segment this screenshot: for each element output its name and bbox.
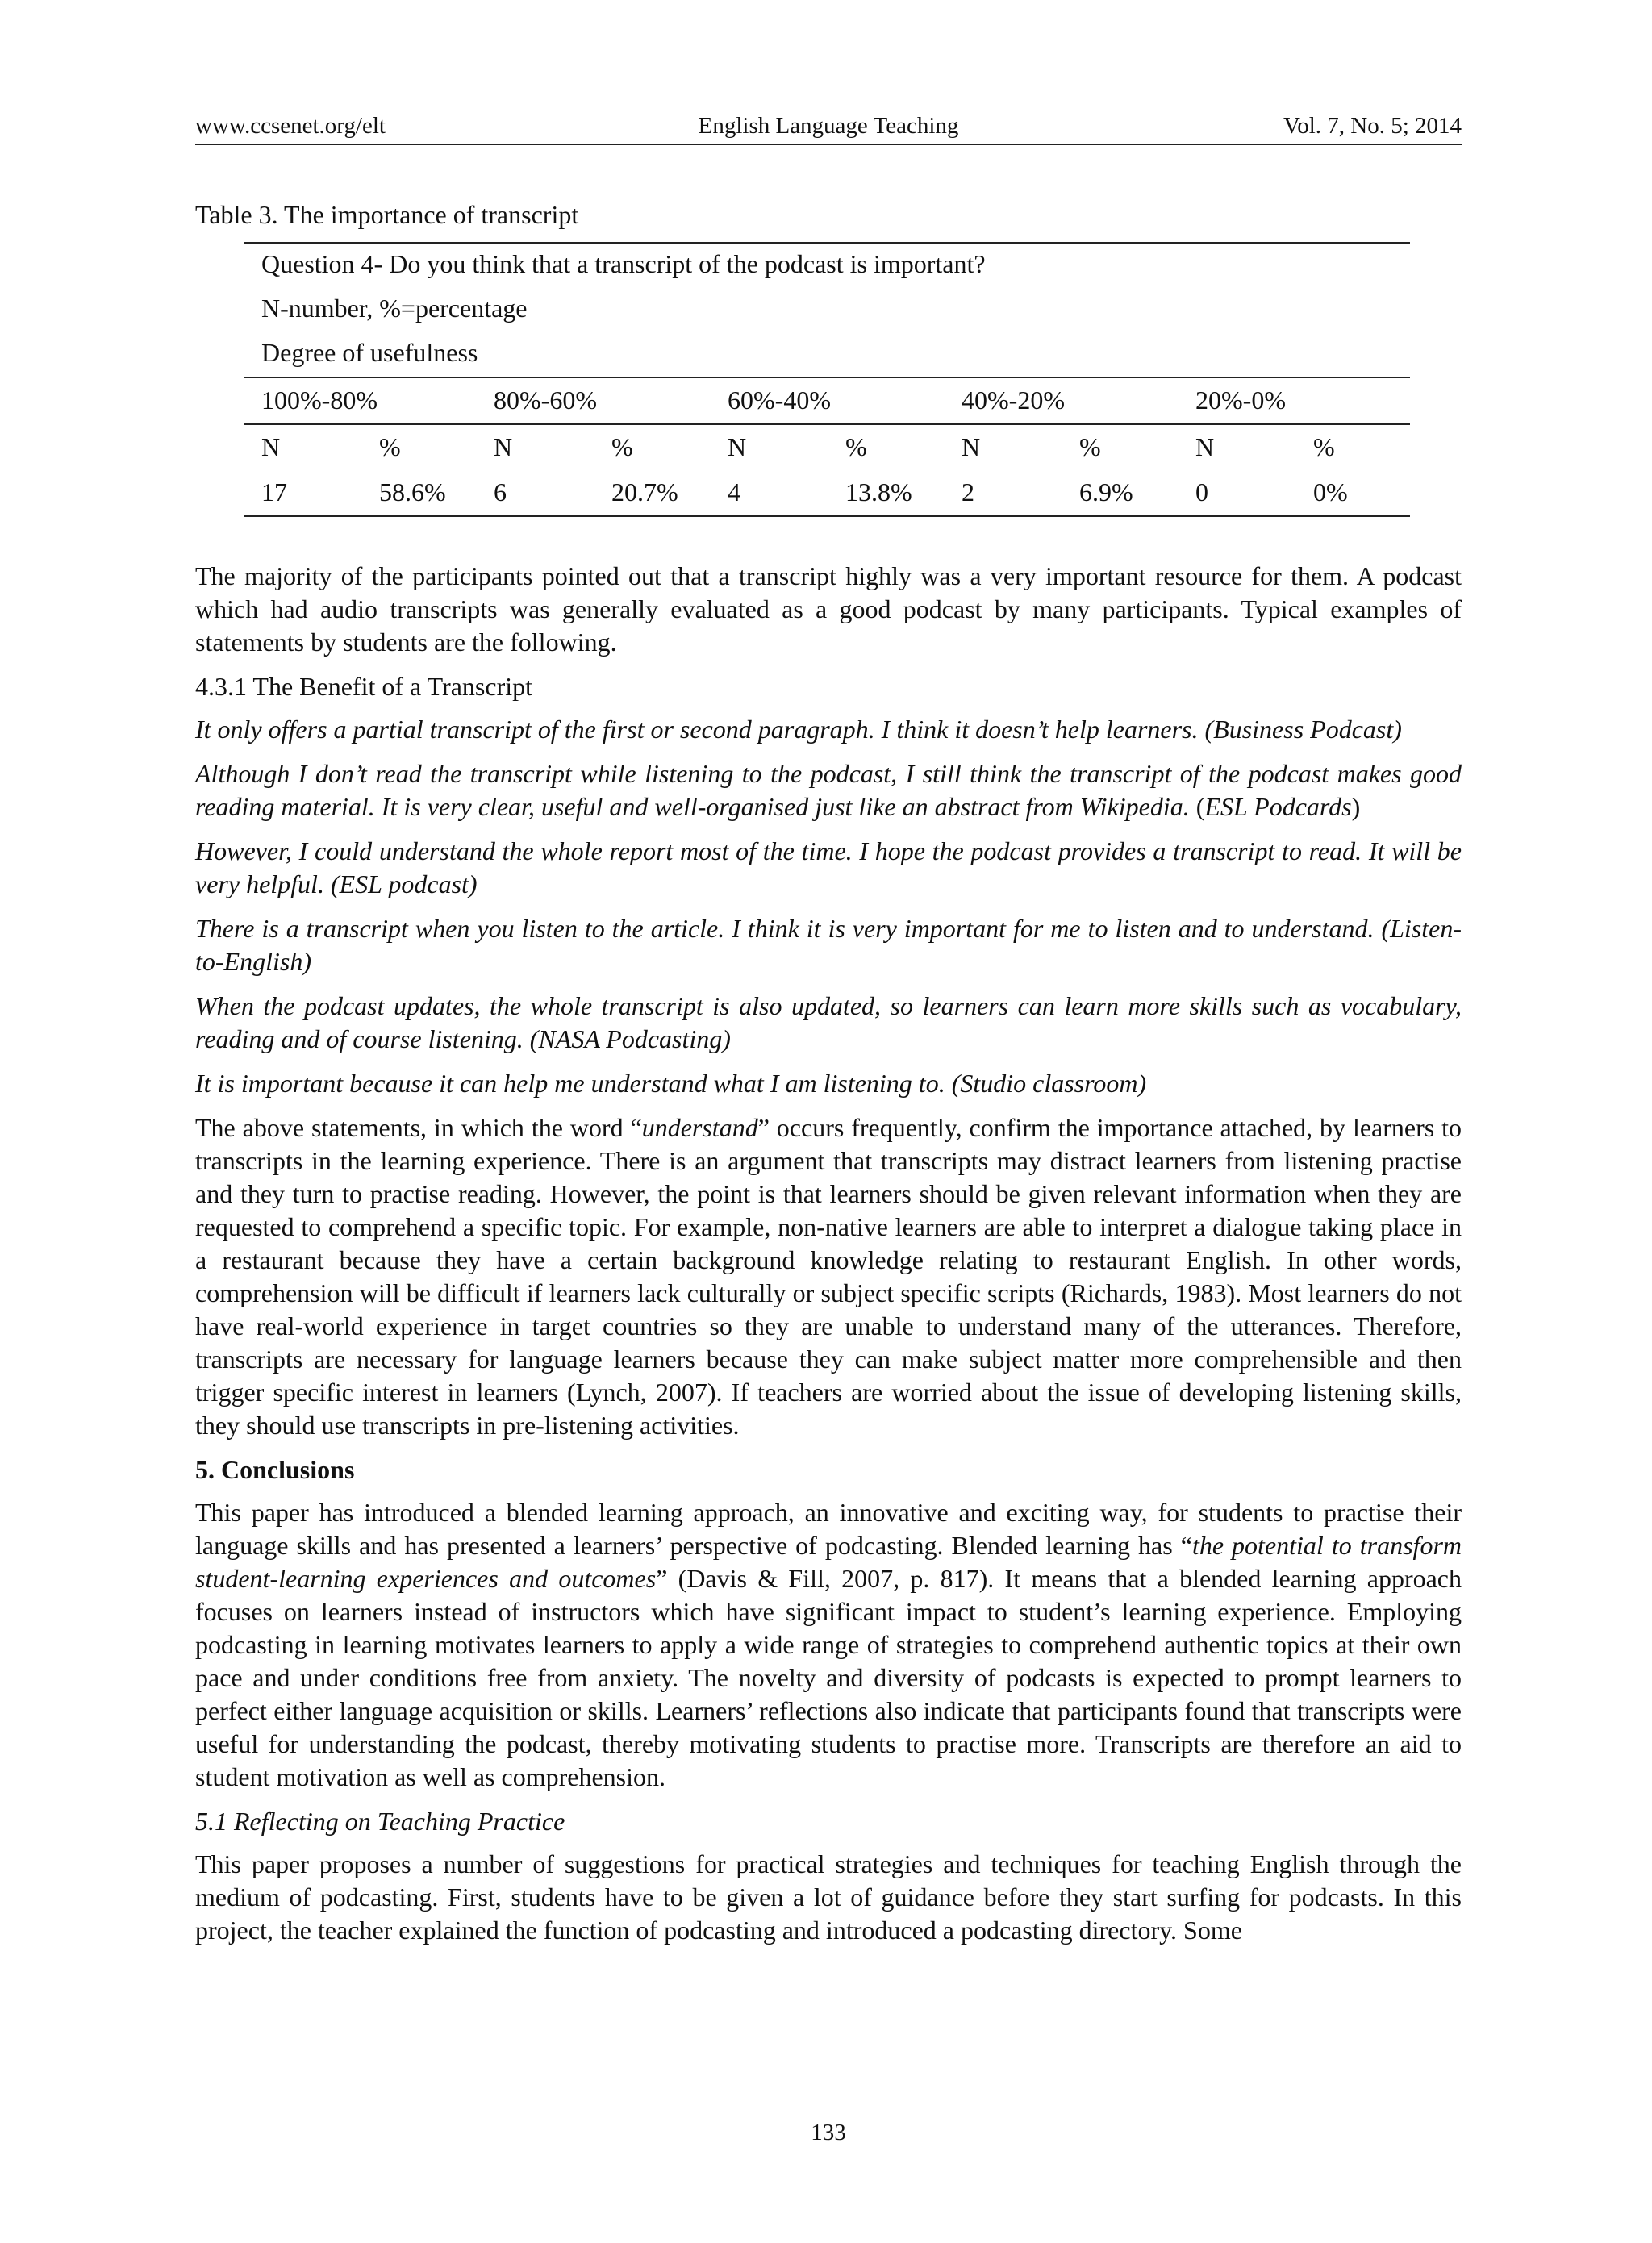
- value-cell: 4: [728, 477, 740, 507]
- student-quote: When the podcast updates, the whole transcript is also updated, so learners can learn more skills such as vocabulary, reading and of course listening. (NASA Podcasting): [195, 991, 1462, 1053]
- text-run: This paper has introduced a blended learning approach, an innovative and exciting way, for students to practise their language skills and has presented a learners’ perspective of podcasting. Blended learning has “: [195, 1498, 1462, 1560]
- range-header: 20%-0%: [1195, 386, 1286, 415]
- table-degree-label: Degree of usefulness: [261, 338, 478, 367]
- paren: (: [1195, 792, 1205, 821]
- article-body: [195, 560, 1462, 1958]
- table-question: Question 4- Do you think that a transcript of the podcast is important?: [261, 249, 986, 278]
- subheader-cell: %: [379, 432, 401, 461]
- subheader-cell: %: [1313, 432, 1335, 461]
- paragraph: [195, 1111, 1462, 1442]
- volume-info: Vol. 7, No. 5; 2014: [1283, 113, 1462, 139]
- value-cell: 2: [962, 477, 974, 507]
- paragraph: This paper proposes a number of suggestions for practical strategies and techniques for teaching English through the medium of podcasting. First, students have to be given a lot of guidance before they start surfing for podcasts. In this project, the teacher explained the function of podcasting and introduced a podcasting directory. Some: [195, 1849, 1462, 1945]
- paragraph: [195, 1496, 1462, 1794]
- value-cell: 58.6%: [379, 477, 446, 507]
- subheader-cell: %: [845, 432, 867, 461]
- paragraph: The majority of the participants pointed out that a transcript highly was a very important resource for them. A podcast which had audio transcripts was generally evaluated as a good podcast by many participants. Typical examples of statements by students are the following.: [195, 561, 1462, 657]
- subheader-cell: N: [962, 432, 981, 461]
- student-quote: [195, 757, 1462, 823]
- student-quote: There is a transcript when you listen to the article. I think it is very important for me to listen and to understand. (Listen-to-English): [195, 914, 1462, 976]
- range-header: 60%-40%: [728, 386, 831, 415]
- running-header: [195, 111, 1462, 145]
- text-run: ” occurs frequently, confirm the importance attached, by learners to transcripts in the learning experience. There is an argument that transcripts may distract learners from listening practise and they turn to practise reading. However, the point is that learners should be given relevant information when they are requested to comprehend a specific topic. For example, non-native learners are able to interpret a dialogue taking place in a restaurant because they have a certain background knowledge relating to restaurant English. In other words, comprehension will be difficult if learners lack culturally or subject specific scripts (Richards, 1983). Most learners do not have real-world experience in target countries so they are unable to understand many of the utterances. Therefore, transcripts are necessary for language learners because they can make subject matter more comprehensible and then trigger specific interest in learners (Lynch, 2007). If teachers are worried about the issue of developing listening skills, they should use transcripts in pre-listening activities.: [195, 1113, 1462, 1440]
- page: [195, 0, 1462, 2243]
- value-cell: 13.8%: [845, 477, 912, 507]
- range-header: 40%-20%: [962, 386, 1065, 415]
- paren: ): [1351, 792, 1361, 821]
- section-heading: 5. Conclusions: [195, 1455, 355, 1484]
- student-quote: It only offers a partial transcript of the first or second paragraph. I think it doesn’t help learners. (Business Podcast): [195, 715, 1402, 744]
- text-run: ” (Davis & Fill, 2007, p. 817). It means that a blended learning approach focuses on learners instead of instructors which have significant impact to student’s learning experience. Employing podcasting in learning motivates learners to apply a wide range of strategies to comprehend authentic topics at their own pace and under conditions free from anxiety. The novelty and diversity of podcasts is expected to prompt learners to perfect either language acquisition or skills. Learners’ reflections also indicate that participants found that transcripts were useful for understanding the podcast, thereby motivating students to practise more. Transcripts are therefore an aid to student motivation as well as comprehension.: [195, 1564, 1462, 1791]
- value-cell: 6.9%: [1079, 477, 1133, 507]
- table-range-row: [244, 378, 1410, 423]
- subheader-cell: %: [611, 432, 633, 461]
- table-caption: Table 3. The importance of transcript: [195, 200, 579, 229]
- subheader-cell: N: [261, 432, 281, 461]
- value-cell: 0%: [1313, 477, 1348, 507]
- subheader-cell: N: [494, 432, 513, 461]
- range-header: 80%-60%: [494, 386, 597, 415]
- range-header: 100%-80%: [261, 386, 378, 415]
- value-cell: 17: [261, 477, 287, 507]
- subheader-cell: %: [1079, 432, 1101, 461]
- value-cell: 0: [1195, 477, 1208, 507]
- table-legend: N-number, %=percentage: [261, 294, 528, 323]
- quote-text: Although I don’t read the transcript while listening to the podcast, I still think the transcript of the podcast makes good reading material. It is very clear, useful and well-organised just like an abstract from Wikipedia.: [195, 759, 1462, 821]
- value-cell: 20.7%: [611, 477, 678, 507]
- table-bottom-rule: [244, 515, 1410, 517]
- subheader-cell: N: [728, 432, 747, 461]
- subsection-heading: 4.3.1 The Benefit of a Transcript: [195, 672, 533, 701]
- journal-title: English Language Teaching: [698, 113, 959, 139]
- table-subheader-row: [244, 425, 1410, 470]
- subsection-heading: 5.1 Reflecting on Teaching Practice: [195, 1807, 565, 1836]
- data-table: [244, 242, 1410, 517]
- emphasis: understand: [641, 1113, 758, 1142]
- table-value-row: [244, 470, 1410, 515]
- student-quote: However, I could understand the whole report most of the time. I hope the podcast provides a transcript to read. It will be very helpful. (ESL podcast): [195, 836, 1462, 898]
- emphasis: the potential to transform student-learning experiences and outcomes: [195, 1531, 1462, 1593]
- subheader-cell: N: [1195, 432, 1215, 461]
- student-quote: It is important because it can help me understand what I am listening to. (Studio classroom): [195, 1069, 1147, 1098]
- page-number: 133: [811, 2120, 846, 2145]
- quote-source: ESL Podcards: [1204, 792, 1352, 821]
- text-run: The above statements, in which the word “: [195, 1113, 642, 1142]
- value-cell: 6: [494, 477, 507, 507]
- journal-url: www.ccsenet.org/elt: [195, 113, 386, 139]
